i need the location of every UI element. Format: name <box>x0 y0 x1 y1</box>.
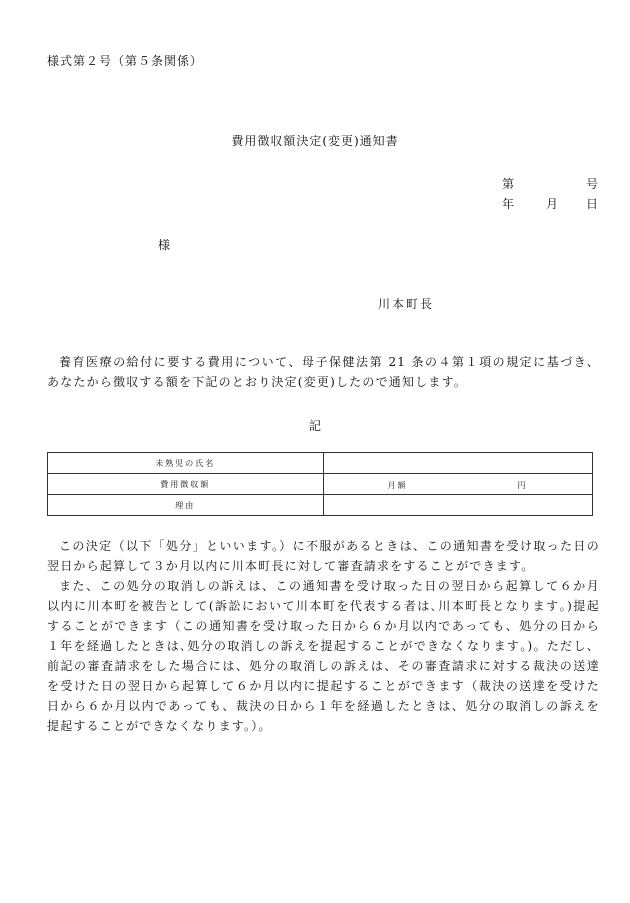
ki-heading: 記 <box>308 419 321 433</box>
notice-block <box>47 536 600 736</box>
yen-label: 円 <box>517 481 528 490</box>
table-row <box>48 474 593 495</box>
intro-paragraph: 養育医療の給付に要する費用について、母子保健法第 21 条の４第１項の規定に基づき、あなたから徴収する額を下記のとおり決定(変更)したので通知します。 <box>47 355 600 389</box>
day-label: 日 <box>585 197 598 211</box>
child-name-label: 未熟児の氏名 <box>48 453 324 474</box>
reason-label: 理由 <box>48 495 324 516</box>
notice-paragraph-2: また、この処分の取消しの訴えは、この通知書を受け取った日の翌日から起算して６か月以内に川本町を被告として(訴訟において川本町を代表する者は､川本町長となります｡)提起することができます（この通知書を受け取った日から６か月以内であっても、処分の日から１年を経過したときは､処分の取消しの訴えを提起することができなくなります｡)。ただし、前記の審査請求をした場合には、処分の取消しの訴えは、その審査請求に対する裁決の送達を受けた日の翌日から起算して６か月以内に提起することができます（裁決の送達を受けた日から６か月以内であっても、裁決の日から１年を経過したときは、処分の取消しの訴えを提起することができなくなります。）。 <box>47 579 600 733</box>
details-table <box>47 452 593 516</box>
fee-amount-value <box>323 474 593 495</box>
month-label: 月 <box>545 197 558 211</box>
form-number: 様式第２号（第５条関係） <box>47 54 204 68</box>
number-suffix: 号 <box>585 177 598 191</box>
table-row <box>48 453 593 474</box>
child-name-value <box>323 453 593 474</box>
recipient-suffix: 様 <box>158 238 171 252</box>
notice-paragraph-1: この決定（以下「処分」といいます。）に不服があるときは、この通知書を受け取った日の翌日から起算して３か月以内に川本町長に対して審査請求をすることができます。 <box>47 539 600 573</box>
table-row <box>48 495 593 516</box>
number-label: 第 <box>502 177 515 191</box>
issuer-name: 川本町長 <box>378 297 435 311</box>
monthly-label: 月額 <box>387 481 408 490</box>
document-number-row <box>502 175 598 192</box>
date-row <box>502 195 598 212</box>
reason-value <box>323 495 593 516</box>
document-title: 費用徴収額決定(変更)通知書 <box>231 134 399 148</box>
year-label: 年 <box>502 197 515 211</box>
fee-amount-label: 費用徴収額 <box>48 474 324 495</box>
